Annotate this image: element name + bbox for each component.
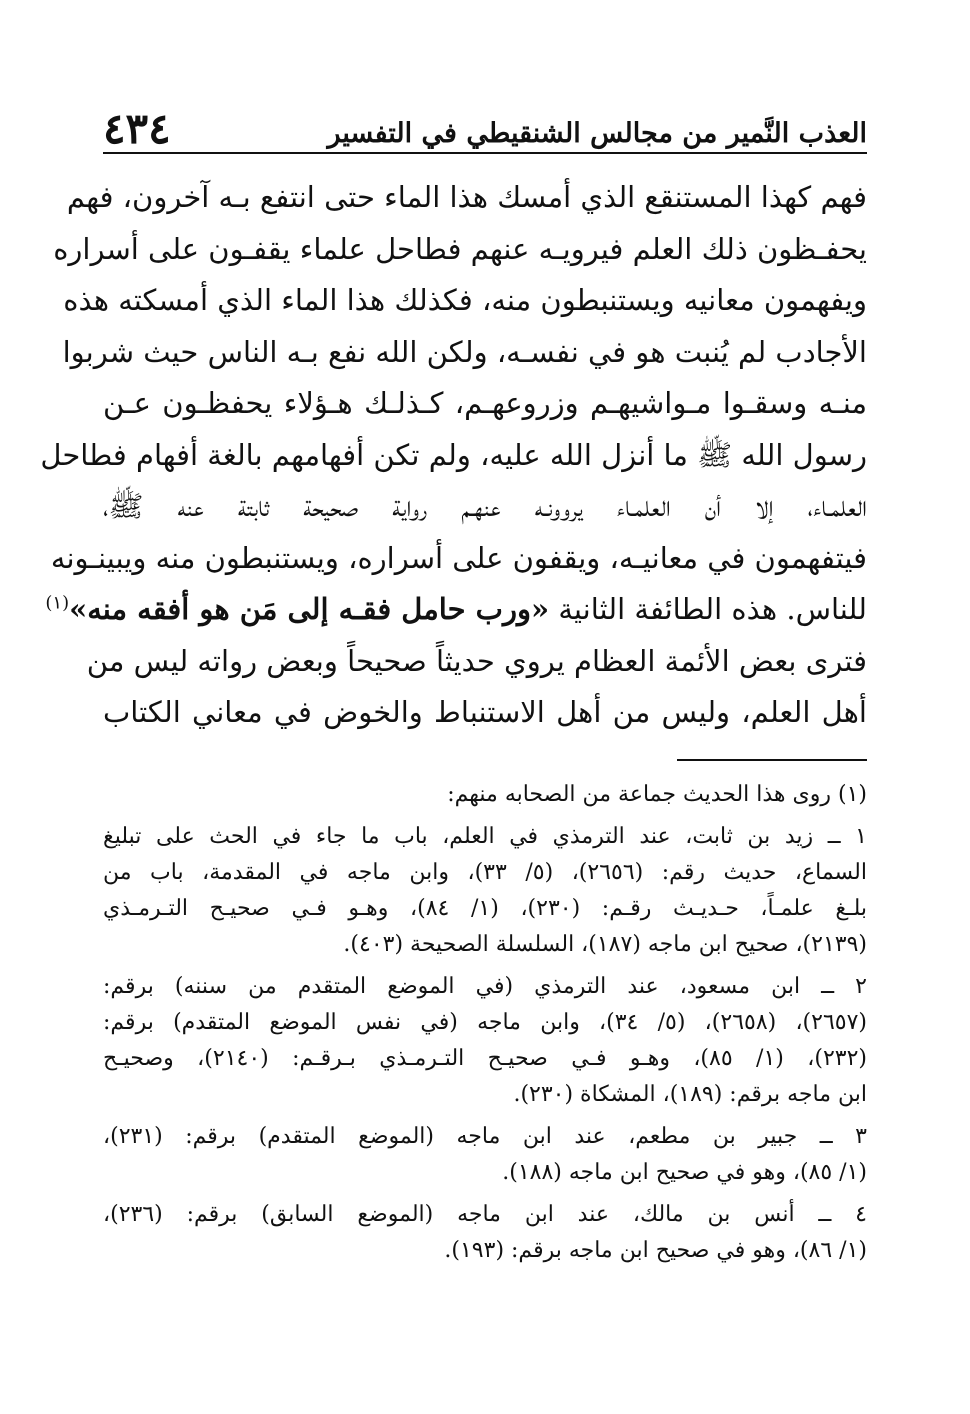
footnote-line: (٢٦٥٧)، (٢٦٥٨)، (٥/ ٣٤)، وابن ماجه (في نفس الموضع المتقدم) برقم: <box>103 1009 868 1035</box>
footnote-item <box>103 1197 867 1269</box>
footnote-line: السماع، حديث رقم: (٢٦٥٦)، (٥/ ٣٣)، وابن ماجه في المقدمة، باب من <box>103 859 867 885</box>
footnotes <box>103 777 867 1269</box>
footnote-marker: (١) <box>45 592 70 614</box>
text-line: رسول الله ﷺ ما أنزل الله عليه، ولم تكن أفهامهم بالغة أفهام فطاحل <box>40 437 867 472</box>
footnote-line: ٢ ــ ابن مسعود، عند الترمذي (في الموضع المتقدم من سننه) برقم: <box>103 973 867 999</box>
text-segment: للناس. هذه الطائفة الثانية <box>558 592 867 626</box>
footnote-divider <box>677 759 867 761</box>
footnote-line: ٤ ــ أنس بن مالك، عند ابن ماجه (الموضع السابق) برقم: (٢٣٦)، <box>103 1201 867 1227</box>
footnote-intro: (١) روى هذا الحديث جماعة من الصحابه منهم: <box>447 781 867 807</box>
footnote-line: ٣ ــ جبير بن مطعم، عند ابن ماجه (الموضع المتقدم) برقم: (٢٣١)، <box>103 1123 867 1149</box>
main-text <box>40 172 867 739</box>
footnote-line: ابن ماجه برقم: (١٨٩)، المشكاة (٢٣٠). <box>513 1081 867 1107</box>
hadith-quote: «ورب حامل فقـه إلى مَن هو أفقه منه» <box>69 592 550 626</box>
text-line: منـه وسقـوا مـواشيهـم وزروعهـم، كـذلـك هـؤلاء يحفظـون عـن <box>103 386 867 420</box>
footnote-line: (١/ ٨٥)، وهو في صحيح ابن ماجه (١٨٨). <box>502 1159 867 1185</box>
text-line: ويفهمون معانيه ويستنبطون منه، فكذلك هذا الماء الذي أمسكته هذه <box>63 283 867 317</box>
footnote-line: ١ ــ زيد بن ثابت، عند الترمذي في العلم، باب ما جاء في الحث على تبليغ <box>103 823 867 849</box>
page-header <box>103 88 867 154</box>
page-number: ٤٣٤ <box>103 104 171 153</box>
text-line: الأجادب لم يُنبت هو في نفسـه، ولكن الله نفع بـه الناس حيث شربوا <box>62 334 867 369</box>
text-line: فهم كهذا المستنقع الذي أمسك هذا الماء حتى انتفع بـه آخرون، فهم <box>66 180 867 214</box>
running-title: العذب النَّمير من مجالس الشنقيطي في التفسير <box>327 117 867 149</box>
footnote-line: (١/ ٨٦)، وهو في صحيح ابن ماجه برقم: (١٩٣). <box>444 1237 867 1263</box>
text-line: يحفـظون ذلك العلم فيرويـه عنهم فطاحل علماء يقفـون على أسراره <box>53 231 867 266</box>
footnote-item <box>103 1119 867 1191</box>
text-line: العلمـاء، إلا أن العلمـاء يروونـه عنهـم رواية صحيحة ثابتة عنه ﷺ، <box>103 489 867 523</box>
footnote-item <box>103 969 867 1113</box>
footnote-item <box>103 819 867 963</box>
footnote-line: (٢١٣٩)، صحيح ابن ماجه (١٨٧)، السلسلة الصحيحة (٤٠٣). <box>343 931 867 957</box>
footnote-line: بلـغ علمـاً، حـديـث رقـم: (٢٣٠)، (١/ ٨٤)، وهـو فـي صحيـح التـرمـذي <box>103 895 867 921</box>
text-line: فيتفهمون في معانيـه، ويقفون على أسراره، ويستنبطون منه ويبينـونه <box>50 540 867 575</box>
text-line: فترى بعض الأئمة العظام يروي حديثاً صحيحاً وبعض رواته ليس من <box>86 643 867 678</box>
footnote-line: (٢٣٢)، (١/ ٨٥)، وهـو فـي صحيـح التـرمـذي بـرقـم: (٢١٤٠)، وصحيـح <box>103 1045 868 1071</box>
text-line: أهل العلم، وليس من أهل الاستنباط والخوض في معاني الكتاب <box>103 695 867 729</box>
text-line-with-quote <box>45 584 867 636</box>
